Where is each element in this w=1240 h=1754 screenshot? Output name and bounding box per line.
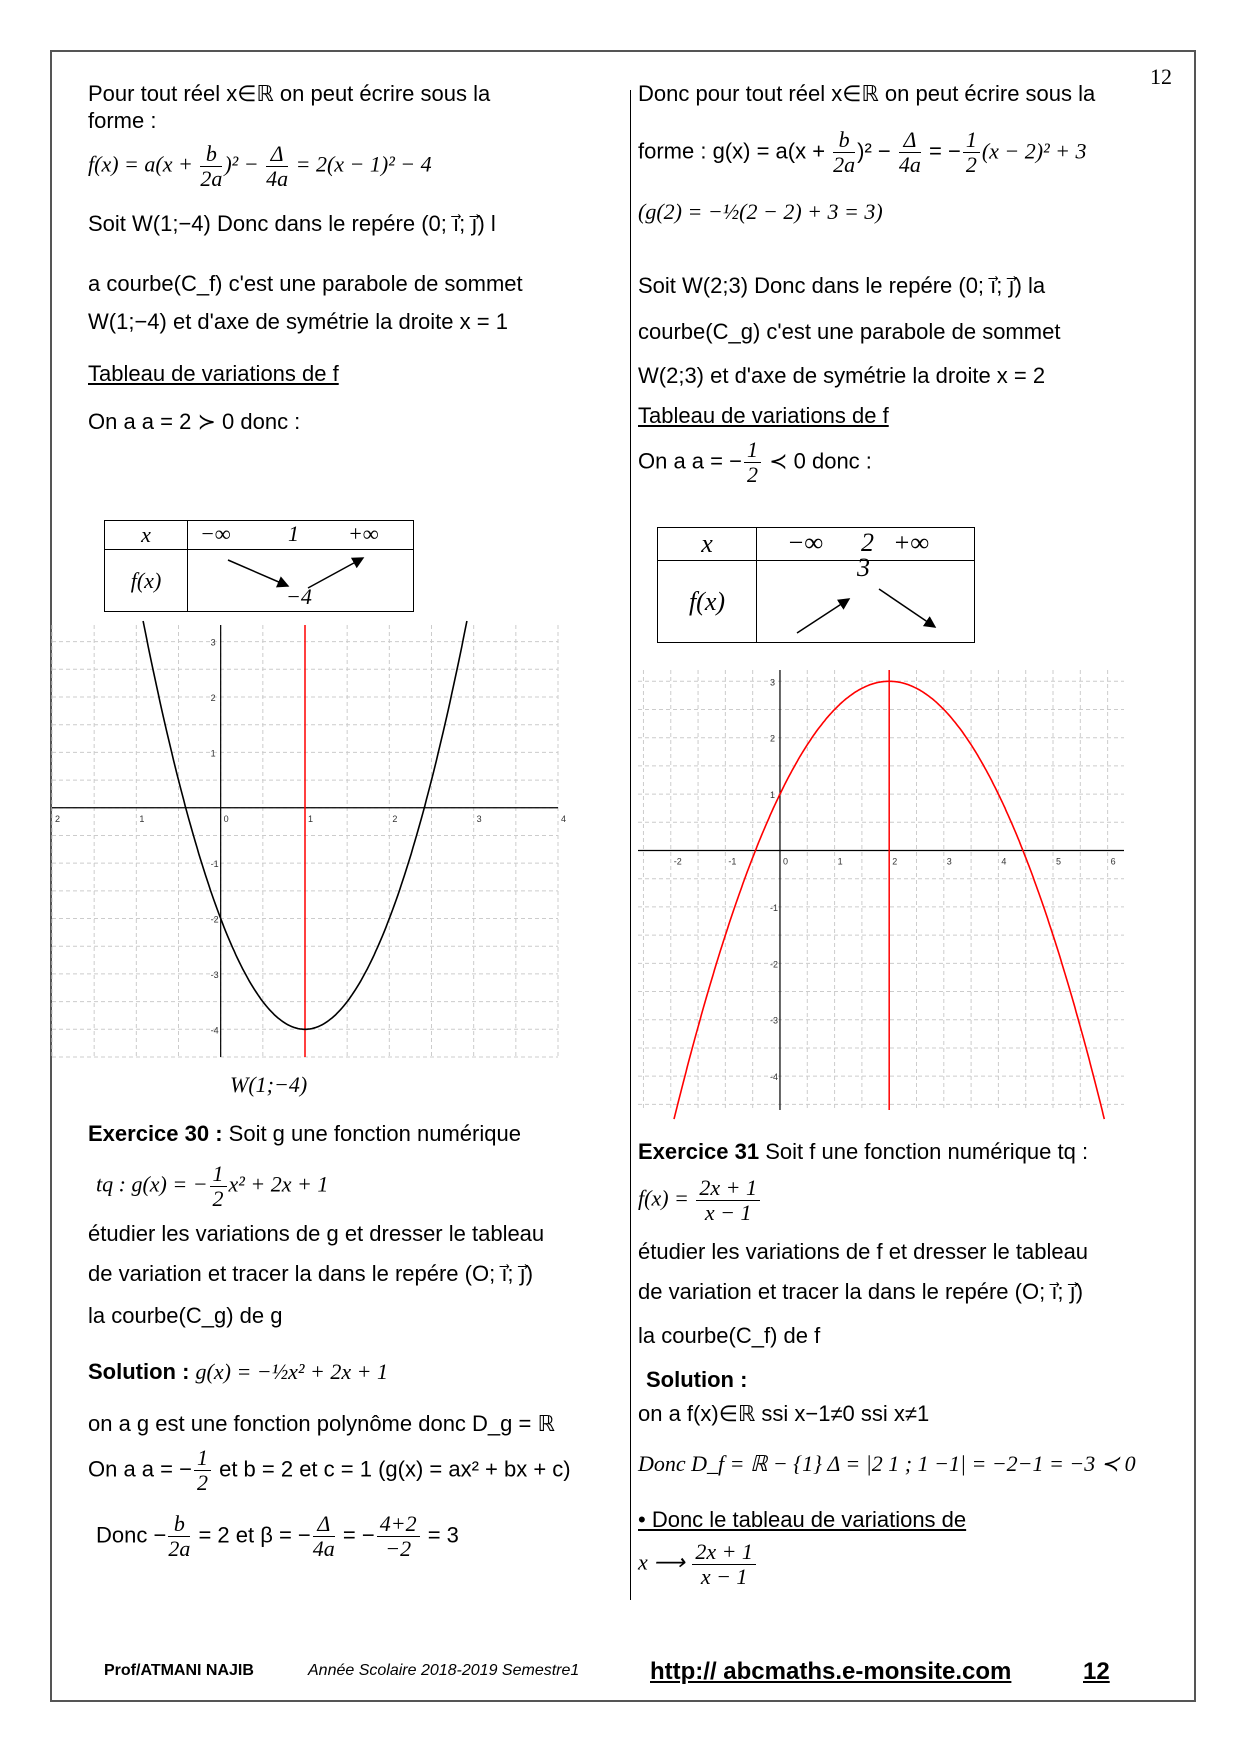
x-tick-label: 0 <box>223 813 229 824</box>
ex31-title: Exercice 31 <box>638 1139 760 1164</box>
x-tick-label: 1 <box>837 856 843 867</box>
footer-page: 12 <box>1083 1658 1110 1685</box>
ex30-question-3: la courbe(C_g) de g <box>88 1303 283 1328</box>
x-tick-label: 2 <box>55 813 61 824</box>
right-vertex-line: Soit W(2;3) Donc dans le repére (0; i⃗; j⃗) la <box>638 273 1046 298</box>
ex31-function: f(x) = $\frac{2x + 1}{x - 1}$ <box>638 1176 762 1225</box>
y-tick-label: -3 <box>769 1015 778 1026</box>
y-tick-label: -3 <box>210 969 219 980</box>
left-vertex-axis: W(1;−4) et d'axe de symétrie la droite x = 1 <box>88 309 508 334</box>
footer-year: Année Scolaire 2018-2019 Semestre1 <box>308 1662 580 1679</box>
ex31-solution-delta: Donc D_f = ℝ − {1} Δ = |2 1 ; 1 −1| = −2−1 = −3 ≺ 0 <box>638 1451 1136 1476</box>
x-tick-label: -2 <box>673 856 682 867</box>
ex31-map: x ⟶ $\frac{2x + 1}{x - 1}$ <box>638 1540 758 1589</box>
y-tick-label: 2 <box>769 733 775 744</box>
right-sign-line: On a a = − $\frac{1}{2}$ ≺ 0 donc : <box>638 437 872 488</box>
ex31-question-2: de variation et tracer la dans le repére (O; i⃗; j⃗) <box>638 1279 1084 1304</box>
x-tick-label: 0 <box>782 856 788 867</box>
left-sign-line: On a a = 2 ≻ 0 donc : <box>88 409 301 434</box>
right-variation-table: x −∞ 2 +∞ f(x) 3 <box>657 527 975 643</box>
footer-url-link[interactable]: http:// abcmaths.e-monsite.com <box>650 1658 1012 1685</box>
right-check: (g(2) = −½(2 − 2) + 3 = 3) <box>638 199 883 224</box>
left-curve-line: a courbe(C_f) c'est une parabole de sommet <box>88 271 523 296</box>
y-tick-label: 3 <box>210 637 216 648</box>
x-tick-label: 2 <box>392 813 398 824</box>
y-tick-label: 1 <box>769 790 775 801</box>
ex30-title: Exercice 30 : <box>88 1121 223 1146</box>
parabola-f-chart <box>52 625 567 1057</box>
column-divider <box>630 90 631 1600</box>
y-tick-label: -1 <box>210 859 219 870</box>
ex30-solution-coeffs: On a a = − $\frac{1}{2}$ et b = 2 et c = 1 (g(x) = ax² + bx + c) <box>88 1445 571 1496</box>
y-tick-label: 1 <box>210 748 216 759</box>
left-canonical-form: f(x) = a(x + $\frac{b}{2a}$ )² − $\frac{\Delta}{4a}$ = 2(x − 1)² − 4 <box>88 141 432 192</box>
left-table-title: Tableau de variations de f <box>88 361 339 386</box>
x-tick-label: -1 <box>728 856 737 867</box>
y-tick-label: 2 <box>210 693 216 703</box>
left-vertex-line: Soit W(1;−4) Donc dans le repére (0; i⃗; j⃗) l <box>88 211 496 236</box>
ex30-question-1: étudier les variations de g et dresser le tableau <box>88 1221 545 1246</box>
right-canonical-form: forme : g(x) = a(x + $\frac{b}{2a}$ )² − $\frac{\Delta}{4a}$ = − $\frac{1}{2}$ (x − 2)² + 3 <box>638 127 1087 178</box>
ex30-solution-label: Solution : <box>88 1359 190 1384</box>
y-tick-label: 3 <box>769 677 775 688</box>
y-tick-label: -4 <box>769 1072 778 1083</box>
ex31-solution-domain: on a f(x)∈ℝ ssi x−1≠0 ssi x≠1 <box>638 1401 930 1426</box>
right-intro-line: Donc pour tout réel x∈ℝ on peut écrire sous la <box>638 81 1096 106</box>
left-variation-table: x −∞ 1 +∞ f(x) −4 <box>104 520 414 612</box>
footer-author: Prof/ATMANI NAJIB <box>104 1662 254 1679</box>
ex31-bullet: • Donc le tableau de variations de <box>638 1507 967 1532</box>
ex30-function: tq : g(x) = − $\frac{1}{2}$ x² + 2x + 1 <box>96 1161 329 1212</box>
x-tick-label: 3 <box>476 813 482 824</box>
x-tick-label: 2 <box>892 856 898 867</box>
ex30-question-2: de variation et tracer la dans le repére (O; i⃗; j⃗) <box>88 1261 534 1286</box>
x-tick-label: 4 <box>561 813 567 824</box>
y-tick-label: -2 <box>210 914 219 925</box>
y-tick-label: -1 <box>769 902 778 913</box>
right-table-title: Tableau de variations de f <box>638 403 889 428</box>
ex30-solution-domain: on a g est une fonction polynôme donc D_g = ℝ <box>88 1411 555 1436</box>
right-curve-line: courbe(C_g) c'est une parabole de sommet <box>638 319 1061 344</box>
y-tick-label: -4 <box>210 1025 219 1036</box>
left-intro-line2: forme : <box>88 108 157 133</box>
right-vertex-axis: W(2;3) et d'axe de symétrie la droite x = 2 <box>638 363 1046 388</box>
page-number: 12 <box>1150 64 1172 89</box>
x-tick-label: 6 <box>1110 856 1116 867</box>
x-tick-label: 1 <box>308 813 314 824</box>
ex31-solution-label: Solution : <box>646 1367 748 1392</box>
parabola-g-chart <box>638 670 1124 1110</box>
ex30-solution-vertex: Donc − $\frac{b}{2a}$ = 2 et β = − $\frac{\Delta}{4a}$ = − $\frac{4+2}{-2}$ = 3 <box>96 1511 459 1562</box>
left-vertex-caption: W(1;−4) <box>230 1072 308 1097</box>
left-intro-line: Pour tout réel x∈ℝ on peut écrire sous la <box>88 81 491 106</box>
x-tick-label: 3 <box>946 856 952 867</box>
x-tick-label: 1 <box>139 813 145 824</box>
y-tick-label: -2 <box>769 959 778 970</box>
ex31-question-1: étudier les variations de f et dresser le tableau <box>638 1239 1089 1264</box>
x-tick-label: 5 <box>1056 856 1062 867</box>
x-tick-label: 4 <box>1001 856 1007 867</box>
ex31-question-3: la courbe(C_f) de f <box>638 1323 821 1348</box>
